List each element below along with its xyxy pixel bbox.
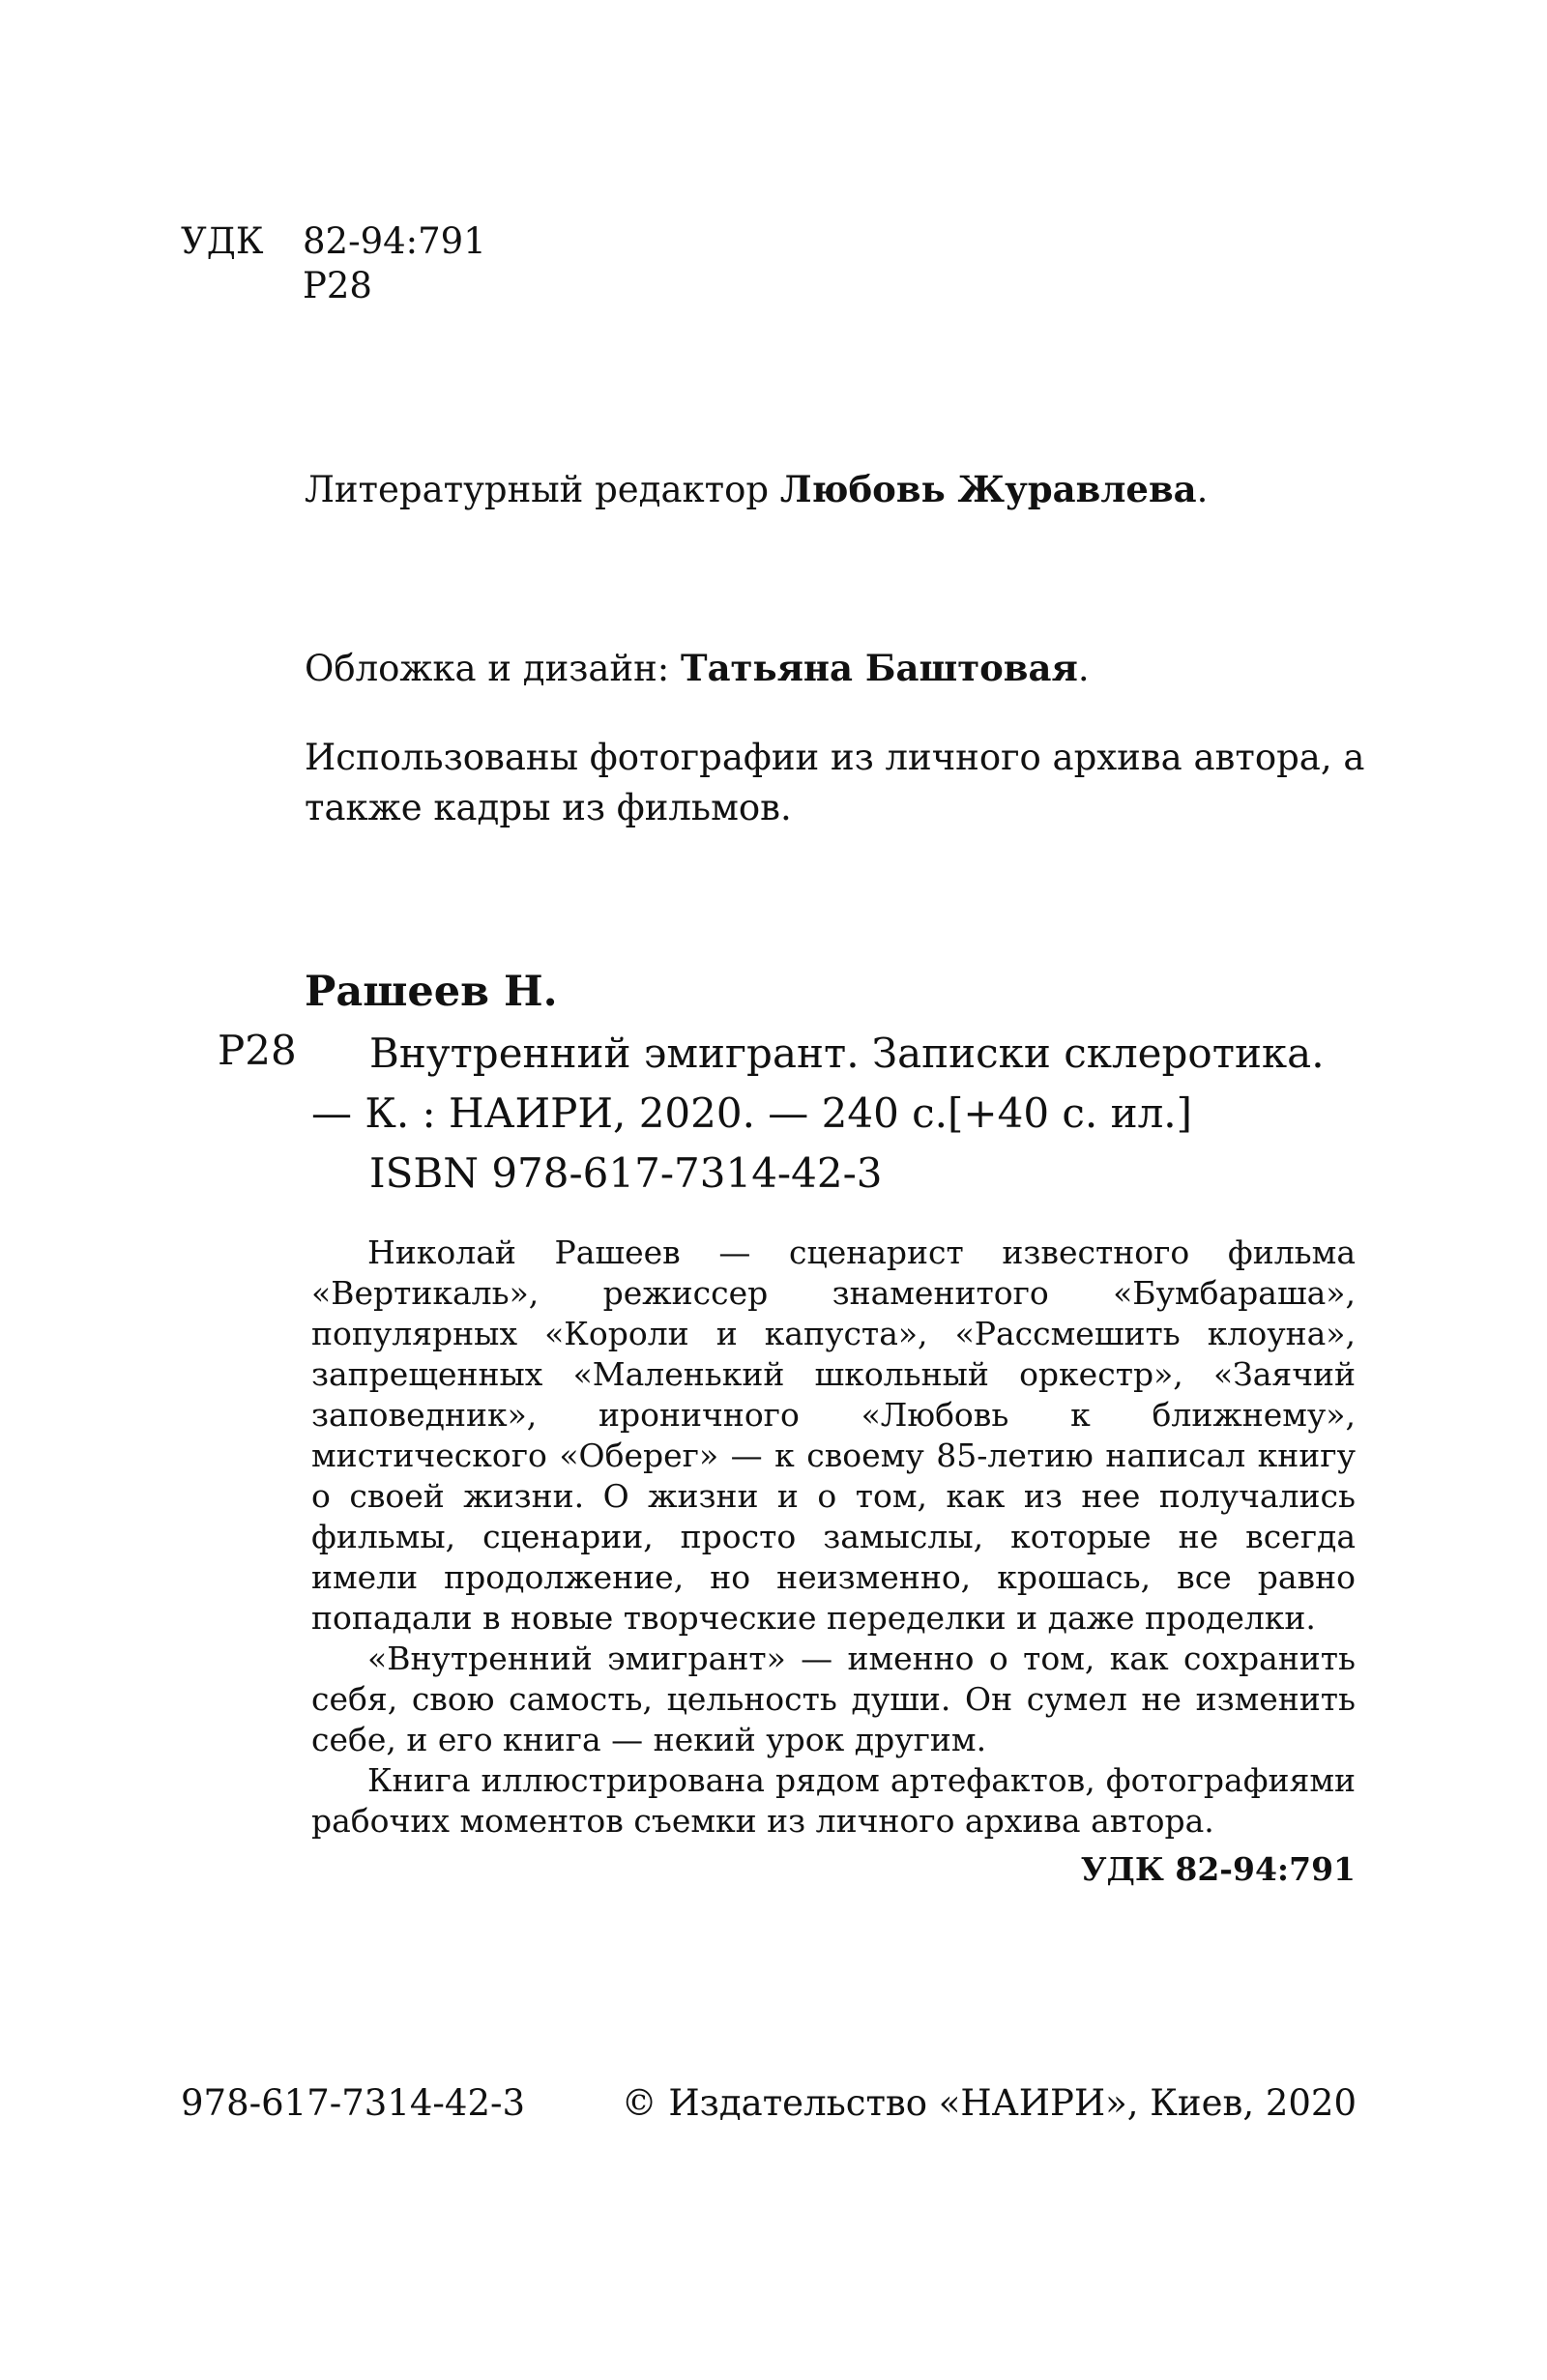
bibliographic-sign: Р28 [218,1027,297,1074]
footer-isbn: 978-617-7314-42-3 [181,2082,526,2124]
photos-credit: Использованы фотографии из личного архива автора, а также кадры из фильмов. [305,737,1365,828]
annotation-paragraph: Книга иллюстрирована рядом артефактов, фотографиями рабочих моментов съемки из личного архива автора. [311,1761,1356,1840]
book-title-line: Внутренний эмигрант. Записки склеротика. [369,1030,1325,1077]
cover-suffix: . [1077,648,1090,689]
udk-bold-code: УДК 82-94:791 [1080,1850,1356,1888]
cover-designer-name: Татьяна Баштовая [681,647,1078,689]
author-sign: Р28 [303,265,372,306]
udk-label: УДК [181,220,264,262]
annotation-paragraph: «Внутренний эмигрант» — именно о том, как сохранить себя, свою самость, цельность души. Он сумел не изменить себе, и его книга — некий урок другим. [311,1640,1356,1758]
cover-prefix: Обложка и дизайн: [305,648,682,689]
annotation-paragraph: Николай Рашеев — сценарист известного фильма «Вертикаль», режиссер знаменитого «Бумбараша», популярных «Короли и капуста», «Рассмешить клоуна», запрещенных «Маленький школьный оркестр», «Заячий заповедник», ироничного «Любовь к ближнему», мистического «Оберег» — к своему 85-летию написал книгу о своей жизни. О жизни и о том, как из нее получались фильмы, сценарии, просто замыслы, которые не всегда имели продолжение, но неизменно, крошась, все равно попадали в новые творческие переделки и даже проделки. [311,1234,1356,1637]
isbn-line: ISBN 978-617-7314-42-3 [369,1149,883,1197]
editor-name: Любовь Журавлева [779,468,1197,510]
cover-design-credit [305,646,1090,691]
annotation [311,1233,1356,1890]
editor-suffix: . [1196,469,1209,510]
udk-code: 82-94:791 [303,220,486,262]
imprint-line: — К. : НАИРИ, 2020. — 240 с.[+40 с. ил.] [311,1089,1193,1137]
copyright-notice: © Издательство «НАИРИ», Киев, 2020 [621,2082,1357,2124]
bibliographic-description [311,1024,1375,1204]
author-heading: Рашеев Н. [305,968,558,1016]
editor-prefix: Литературный редактор [305,469,780,510]
literary-editor-credit [305,467,1208,512]
